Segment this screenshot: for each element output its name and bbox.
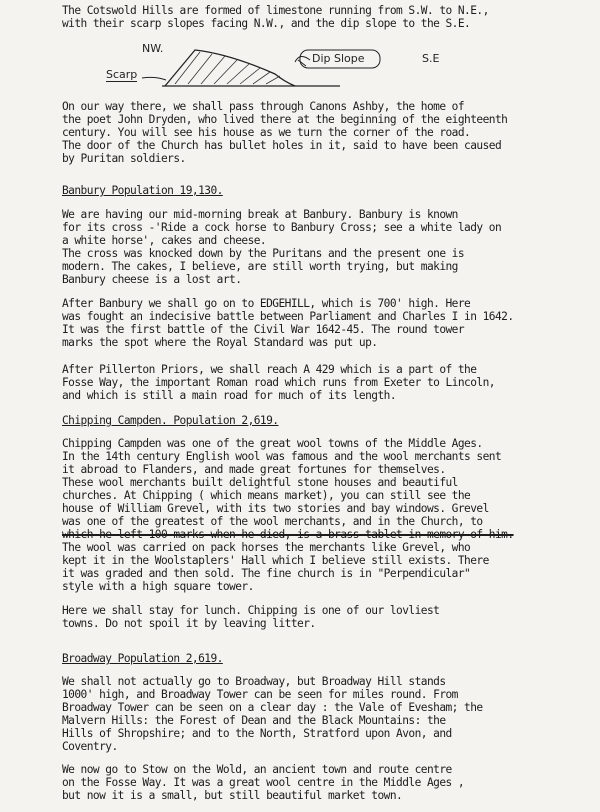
edgehill-line-1: After Banbury we shall go on to EDGEHILL, which is 700' high. Here	[62, 297, 471, 310]
chipping-line-13: Here we shall stay for lunch. Chipping is one of our lovliest	[62, 604, 440, 617]
chipping-line-10: kept it in the Woolstaplers' Hall which I believe still exists. There	[62, 554, 489, 567]
banbury-line-6: Banbury cheese is a lost art.	[62, 273, 242, 286]
broadway-line-7: We now go to Stow on the Wold, an ancient town and route centre	[62, 763, 452, 776]
chipping-heading: Chipping Campden. Population 2,619.	[62, 414, 279, 427]
broadway-line-5: Hills of Shropshire; and to the North, Stratford upon Avon, and	[62, 727, 452, 740]
nw-label: NW.	[142, 42, 164, 55]
broadway-line-2: 1000' high, and Broadway Tower can be seen for miles round. From	[62, 688, 458, 701]
chipping-line-6: house of William Grevel, with its two stories and bay windows. Grevel	[62, 502, 489, 515]
banbury-line-3: a white horse', cakes and cheese.	[62, 234, 267, 247]
broadway-line-4: Malvern Hills: the Forest of Dean and the Black Mountains: the	[62, 714, 446, 727]
banbury-line-5: modern. The cakes, I believe, are still worth trying, but making	[62, 260, 458, 273]
chipping-line-11: it was graded and then sold. The fine church is in "Perpendicular"	[62, 567, 471, 580]
edgehill-line-4: marks the spot where the Royal Standard was put up.	[62, 336, 378, 349]
chipping-line-3: it abroad to Flanders, and made great fortunes for themselves.	[62, 463, 446, 476]
banbury-line-4: The cross was knocked down by the Puritans and the present one is	[62, 247, 465, 260]
broadway-line-6: Coventry.	[62, 740, 118, 753]
broadway-line-3: Broadway Tower can be seen on a clear day : the Vale of Evesham; the	[62, 701, 483, 714]
fosse-line-2: Fosse Way, the important Roman road which runs from Exeter to Lincoln,	[62, 376, 495, 389]
fosse-line-3: and which is still a main road for much of its length.	[62, 389, 397, 402]
canons-line-4: The door of the Church has bullet holes in it, said to have been caused	[62, 139, 502, 152]
chipping-line-1: Chipping Campden was one of the great wool towns of the Middle Ages.	[62, 437, 483, 450]
broadway-line-1: We shall not actually go to Broadway, but Broadway Hill stands	[62, 675, 446, 688]
chipping-line-9: The wool was carried on pack horses the merchants like Grevel, who	[62, 541, 471, 554]
broadway-heading: Broadway Population 2,619.	[62, 652, 223, 665]
banbury-heading: Banbury Population 19,130.	[62, 184, 223, 197]
fosse-line-1: After Pillerton Priors, we shall reach A 429 which is a part of the	[62, 363, 477, 376]
canons-line-2: the poet John Dryden, who lived there at the beginning of the eighteenth	[62, 113, 508, 126]
canons-line-5: by Puritan soldiers.	[62, 152, 186, 165]
broadway-line-8: on the Fosse Way. It was a great wool centre in the Middle Ages ,	[62, 776, 465, 789]
edgehill-line-2: was fought an indecisive battle between Parliament and Charles I in 1642.	[62, 310, 514, 323]
chipping-line-8: which he left 100 marks when he died, is a brass tablet in memory of him.	[62, 528, 514, 541]
chipping-line-12: style with a high square tower.	[62, 580, 254, 593]
canons-line-3: century. You will see his house as we turn the corner of the road.	[62, 126, 471, 139]
scarp-label: Scarp	[106, 68, 138, 81]
banbury-line-2: for its cross -'Ride a cock horse to Banbury Cross; see a white lady on	[62, 221, 502, 234]
chipping-line-2: In the 14th century English wool was famous and the wool merchants sent	[62, 450, 502, 463]
chipping-line-4: These wool merchants built delightful stone houses and beautiful	[62, 476, 458, 489]
chipping-line-14: towns. Do not spoil it by leaving litter.	[62, 617, 316, 630]
intro-line-1: The Cotswold Hills are formed of limestone running from S.W. to N.E.,	[62, 4, 489, 17]
intro-line-2: with their scarp slopes facing N.W., and the dip slope to the S.E.	[62, 17, 471, 30]
se-label: S.E	[422, 52, 440, 65]
chipping-line-5: churches. At Chipping ( which means market), you can still see the	[62, 489, 471, 502]
banbury-line-1: We are having our mid-morning break at Banbury. Banbury is known	[62, 208, 458, 221]
canons-line-1: On our way there, we shall pass through Canons Ashby, the home of	[62, 100, 465, 113]
broadway-line-9: but now it is a small, but still beautiful market town.	[62, 789, 403, 802]
edgehill-line-3: It was the first battle of the Civil War 1642-45. The round tower	[62, 323, 465, 336]
chipping-line-7: was one of the greatest of the wool merchants, and in the Church, to	[62, 515, 483, 528]
scarp-dip-diagram	[100, 38, 460, 98]
dip-slope-label: Dip Slope	[312, 52, 365, 65]
